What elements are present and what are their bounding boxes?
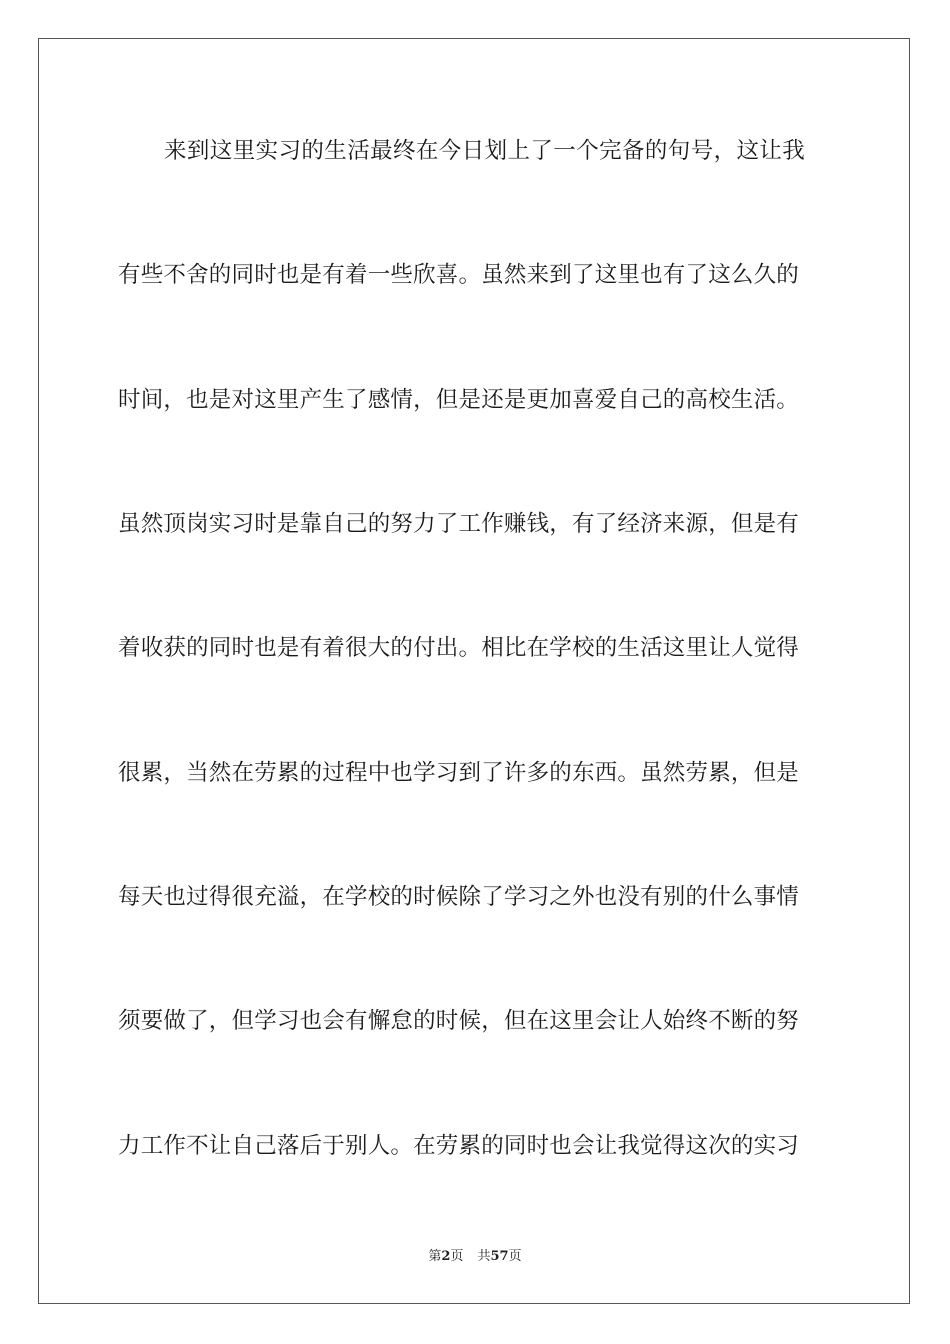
page-label-suffix: 页 [450,1249,464,1264]
text-line-4: 虽然顶岗实习时是靠自己的努力了工作赚钱，有了经济来源，但是有 [118,511,800,537]
text-line-8: 须要做了，但学习也会有懈怠的时候，但在这里会让人始终不断的努 [118,1008,800,1034]
total-label-prefix: 共 [477,1249,491,1264]
page-border [38,38,910,1304]
text-line-7: 每天也过得很充溢，在学校的时候除了学习之外也没有别的什么事情 [118,884,800,910]
page-footer [0,1248,950,1266]
text-line-6: 很累，当然在劳累的过程中也学习到了许多的东西。虽然劳累，但是 [118,760,800,786]
page-label-prefix: 第 [428,1249,442,1264]
text-line-2: 有些不舍的同时也是有着一些欣喜。虽然来到了这里也有了这么久的 [118,262,800,288]
text-line-9: 力工作不让自己落后于别人。在劳累的同时也会让我觉得这次的实习 [118,1133,800,1159]
text-line-5: 着收获的同时也是有着很大的付出。相比在学校的生活这里让人觉得 [118,635,800,661]
total-pages: 57 [490,1249,509,1264]
text-line-3: 时间，也是对这里产生了感情，但是还是更加喜爱自己的高校生活。 [118,387,800,413]
total-label-suffix: 页 [508,1249,522,1264]
text-line-1: 来到这里实习的生活最终在今日划上了一个完备的句号，这让我 [164,138,806,164]
page-number: 2 [441,1249,451,1264]
